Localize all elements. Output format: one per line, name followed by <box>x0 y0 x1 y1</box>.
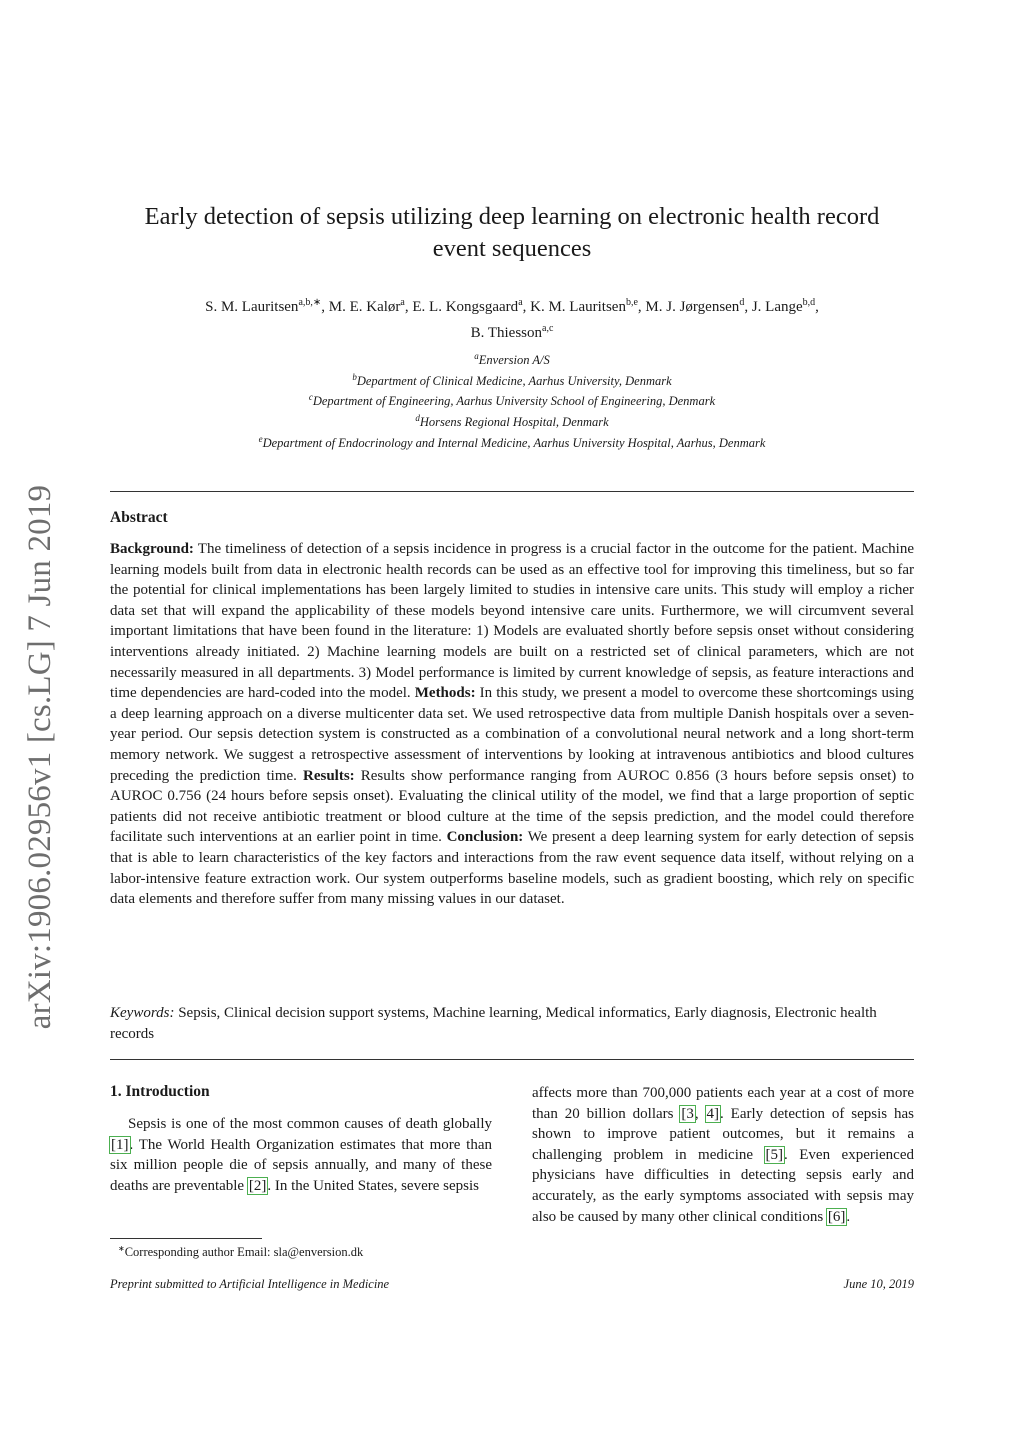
author-separator: , <box>744 299 752 315</box>
affiliation-text: Department of Clinical Medicine, Aarhus University, Denmark <box>356 373 672 388</box>
author-name: K. M. Lauritsen <box>530 299 626 315</box>
citation-link-5[interactable]: [5] <box>765 1146 784 1163</box>
bottom-divider <box>110 1059 914 1060</box>
footnote-text: Corresponding author Email: sla@enversion.dk <box>124 1245 364 1260</box>
affiliation-text: Horsens Regional Hospital, Denmark <box>419 415 609 430</box>
abstract-heading: Abstract <box>110 509 168 526</box>
affiliation-line <box>110 348 914 369</box>
intro-text: . Even experienced physicians have difficulties in detecting sepsis early and accurately, as the early symptoms associated with sepsis may also be caused by many other clinical conditions <box>532 1146 914 1225</box>
intro-left-column <box>110 1114 492 1196</box>
citation-link-3[interactable]: [3 <box>681 1105 694 1122</box>
affiliation-line <box>110 431 914 452</box>
footer-journal: Preprint submitted to Artificial Intelligence in Medicine <box>110 1277 390 1291</box>
affiliation-mark: d <box>415 412 420 423</box>
author-affiliation-mark: a,c <box>542 323 554 334</box>
affiliation-mark: b <box>352 371 357 382</box>
footnote-mark: ∗ <box>118 1244 125 1253</box>
intro-heading: 1. Introduction <box>110 1083 210 1100</box>
author-name: J. Lange <box>751 299 803 315</box>
arxiv-sidebar-stamp: arXiv:1906.02956v1 [cs.LG] 7 Jun 2019 <box>22 484 58 1030</box>
author-separator: , <box>815 299 819 315</box>
author-affiliation-mark: a <box>518 297 523 308</box>
keywords-text: Sepsis, Clinical decision support systems, Machine learning, Medical informatics, Early diagnosis, Electronic health records <box>110 1005 877 1042</box>
intro-text: . <box>846 1208 851 1225</box>
title-line-1: Early detection of sepsis utilizing deep learning on electronic health record <box>144 203 880 230</box>
affiliation-list <box>110 348 914 451</box>
author-affiliation-mark: b,d <box>802 297 816 308</box>
affiliation-line <box>110 410 914 431</box>
author-separator: , <box>522 299 531 315</box>
footer-date: June 10, 2019 <box>843 1277 914 1291</box>
author-separator: , <box>404 299 413 315</box>
citation-link-2[interactable]: [2] <box>248 1177 267 1194</box>
author-name: S. M. Lauritsen <box>205 299 299 315</box>
conclusion-text: We present a deep learning system for early detection of sepsis that is able to learn characteristics of the key factors and interactions from the raw event sequence data itself, without relying on a labor-intensive feature extraction work. Our system outperforms baseline models, such as gradient boosting, which rely on specific data elements and therefore suffer from many missing values in our dataset. <box>110 829 914 908</box>
affiliation-mark: a <box>474 351 479 361</box>
citation-link-6[interactable]: [6] <box>827 1208 846 1225</box>
author-name: B. Thiesson <box>470 325 542 341</box>
results-text: Results show performance ranging from AUROC 0.856 (3 hours before sepsis onset) to AUROC 0.756 (24 hours before sepsis onset). Evaluating the clinical utility of the model, we find that a large proportion of septic patients did not receive antibiotic treatment or blood culture at the time of the sepsis prediction, and the model could therefore facilitate such interventions at an earlier point in time. <box>110 767 914 846</box>
intro-right-column <box>532 1083 914 1227</box>
results-label: Results: <box>303 767 355 784</box>
intro-text: . In the United States, severe sepsis <box>267 1177 479 1194</box>
affiliation-text: Department of Endocrinology and Internal Medicine, Aarhus University Hospital, Aarhus, Denmark <box>262 435 766 450</box>
affiliation-mark: e <box>258 433 263 444</box>
author-name: M. E. Kalør <box>328 299 401 315</box>
author-separator: , <box>321 299 329 315</box>
abstract-body <box>110 539 914 910</box>
author-affiliation-mark: b,e <box>625 297 638 308</box>
author-list <box>110 292 914 344</box>
author-separator: , <box>637 299 646 315</box>
citation-link-1[interactable]: [1] <box>111 1136 129 1153</box>
paper-title <box>110 201 914 265</box>
intro-text: . Early detection of sepsis has shown to improve patient outcomes, but it remains a challenging problem in medicine <box>532 1105 914 1163</box>
footnote <box>118 1244 363 1260</box>
keywords-label: Keywords: <box>110 1005 175 1021</box>
methods-label: Methods: <box>414 685 476 702</box>
intro-text: . The World Health Organization estimates that more than six million people die of sepsis annually, and many of these deaths are preventable <box>110 1136 492 1194</box>
keywords <box>110 1003 914 1044</box>
author-affiliation-mark: a <box>400 297 405 308</box>
affiliation-line <box>110 369 914 390</box>
affiliation-mark: c <box>308 392 313 403</box>
author-name: E. L. Kongsgaard <box>412 299 519 315</box>
affiliation-text: Enversion A/S <box>478 353 550 368</box>
intro-text: affects more than 700,000 patients each year at a cost of more than 20 billion dollars <box>532 1085 914 1122</box>
background-text: The timeliness of detection of a sepsis incidence in progress is a crucial factor in the outcome for the patient. Machine learning models built from data in electronic health records can be used as an effective tool for improving this timeliness, but so far the potential for clinical implementations has been largely limited to studies in intensive care units. This study will employ a richer data set that will expand the applicability of these models beyond intensive care units. Furthermore, we will circumvent several important limitations that have been found in the literature: 1) Models are evaluated shortly before sepsis onset without considering interventions already initiated. 2) Machine learning models are built on a restricted set of clinical parameters, which are not necessarily measured in all departments. 3) Model performance is limited by current knowledge of sepsis, as feature interactions and time dependencies are hard-coded into the model. <box>110 541 914 702</box>
intro-text: Sepsis is one of the most common causes of death globally <box>128 1116 492 1132</box>
intro-text: , <box>694 1105 706 1122</box>
author-name: M. J. Jørgensen <box>645 299 740 315</box>
background-label: Background: <box>110 541 194 557</box>
footnote-rule <box>110 1238 262 1239</box>
affiliation-line <box>110 389 914 410</box>
author-affiliation-mark: d <box>739 297 745 308</box>
conclusion-label: Conclusion: <box>446 829 524 846</box>
methods-text: In this study, we present a model to overcome these shortcomings using a deep learning approach on a diverse multicenter data set. We used retrospective data from multiple Danish hospitals over a seven-year period. Our sepsis detection system is constructed as a combination of a convolutional neural network and a long short-term memory network. We suggest a retrospective assessment of interventions by looking at intravenous antibiotics and blood cultures preceding the prediction time. <box>110 685 914 784</box>
top-divider <box>110 491 914 492</box>
affiliation-text: Department of Engineering, Aarhus University School of Engineering, Denmark <box>312 394 716 409</box>
title-line-2: event sequences <box>432 235 592 262</box>
citation-link-4[interactable]: 4] <box>706 1105 720 1122</box>
author-affiliation-mark: a,b,∗ <box>298 297 322 308</box>
